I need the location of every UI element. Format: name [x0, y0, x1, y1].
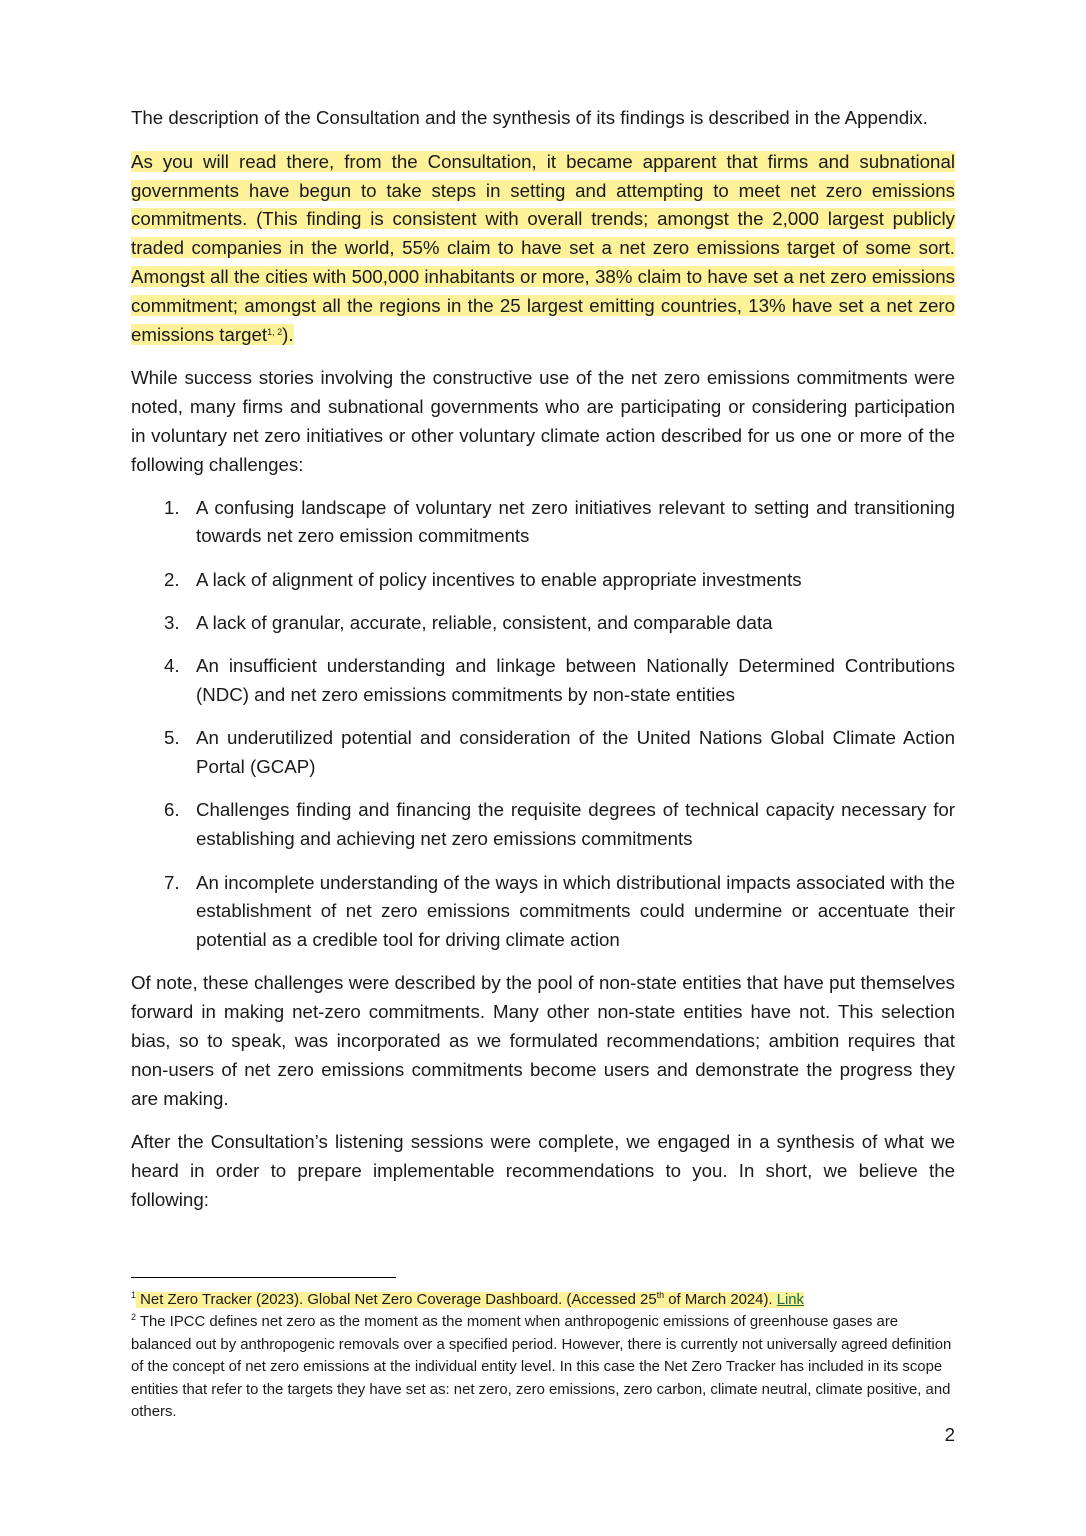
list-item-number: 6.: [164, 799, 180, 821]
footnote-ref-1[interactable]: 1: [267, 326, 273, 337]
footnote-1-ordinal: th: [656, 1290, 665, 1300]
list-item-number: 1.: [164, 496, 180, 518]
footnote-1-text: Net Zero Tracker (2023). Global Net Zero Coverage Dashboard. (Accessed 25: [136, 1292, 657, 1308]
page-number: 2: [944, 1424, 955, 1445]
list-item-text: A lack of granular, accurate, reliable, consistent, and comparable data: [196, 611, 773, 633]
footnote-1-text-after: of March 2024).: [664, 1292, 777, 1308]
list-item: [131, 652, 955, 710]
footnote-1-mark: 1: [131, 1290, 137, 1300]
footnote-ref-2[interactable]: 2: [277, 326, 283, 337]
list-item-text: An incomplete understanding of the ways in which distributional impacts associated with the establishment of net zero emissions commitments could undermine or accentuate their potential as a credible tool for driving climate action: [196, 871, 955, 951]
list-item-number: 3.: [164, 611, 180, 633]
footnote-1: [131, 1289, 955, 1311]
list-item: [131, 494, 955, 552]
list-item: [131, 796, 955, 854]
list-item-text: An underutilized potential and consideration of the United Nations Global Climate Action Portal (GCAP): [196, 727, 955, 778]
list-item-number: 4.: [164, 655, 180, 677]
footnote-divider: [131, 1277, 396, 1278]
findings-text: As you will read there, from the Consultation, it became apparent that firms and subnational governments have begun to take steps in setting and attempting to meet net zero emissions commitments. (This finding is consistent with overall trends; amongst the 2,000 largest publicly traded companies in the world, 55% claim to have set a net zero emissions target of some sort. Amongst all the cities with 500,000 inhabitants or more, 38% claim to have set a net zero emissions commitment; amongst all the regions in the 25 largest emitting countries, 13% have set a net zero emissions target: [131, 150, 955, 345]
footnote-1-highlight: [136, 1292, 804, 1308]
findings-tail: ).: [282, 323, 294, 345]
highlighted-findings-paragraph: [131, 148, 955, 350]
list-item-text: A lack of alignment of policy incentives to enable appropriate investments: [196, 568, 802, 590]
footnote-2-mark: 2: [131, 1312, 137, 1323]
list-item-text: A confusing landscape of voluntary net zero initiatives relevant to setting and transitioning towards net zero emission commitments: [196, 496, 955, 547]
challenges-intro-paragraph: While success stories involving the constructive use of the net zero emissions commitments were noted, many firms and subnational governments who are participating or considering participation in voluntary net zero initiatives or other voluntary climate action described for us one or more of the following challenges:: [131, 367, 955, 475]
challenges-list: [131, 494, 955, 955]
list-item: [131, 724, 955, 782]
footnote-2: [131, 1311, 955, 1423]
footnotes: [131, 1289, 955, 1423]
list-item-number: 5.: [164, 727, 180, 749]
list-item-text: Challenges finding and financing the requisite degrees of technical capacity necessary for establishing and achieving net zero emissions commitments: [196, 799, 955, 850]
footnote-2-text: The IPCC defines net zero as the moment as the moment when anthropogenic emissions of greenhouse gases are balanced out by anthropogenic removals over a specified period. However, there is currently not universally agreed definition of the concept of net zero emissions at the individual entity level. In this case the Net Zero Tracker has included in its scope entities that refer to the targets they have set as: net zero, zero emissions, zero carbon, climate neutral, climate positive, and others.: [131, 1314, 952, 1421]
list-item-number: 2.: [164, 568, 180, 590]
selection-bias-paragraph: Of note, these challenges were described by the pool of non-state entities that have put themselves forward in making net-zero commitments. Many other non-state entities have not. This selection bias, so to speak, was incorporated as we formulated recommendations; ambition requires that non-users of net zero emissions commitments become users and demonstrate the progress they are making.: [131, 972, 955, 1109]
list-item: [131, 609, 955, 638]
highlighted-text: [131, 151, 955, 345]
list-item-text: An insufficient understanding and linkage between Nationally Determined Contributions (NDC) and net zero emissions commitments by non-state entities: [196, 655, 955, 706]
list-item: [131, 869, 955, 955]
list-item-number: 7.: [164, 871, 180, 893]
footnote-1-link[interactable]: Link: [776, 1292, 805, 1308]
synthesis-paragraph: After the Consultation’s listening sessions were complete, we engaged in a synthesis of what we heard in order to prepare implementable recommendations to you. In short, we believe the following:: [131, 1131, 955, 1210]
document-body: [131, 104, 955, 1215]
list-item: [131, 566, 955, 595]
footnote-ref-separator: ,: [272, 326, 278, 337]
intro-paragraph: The description of the Consultation and the synthesis of its findings is described in the Appendix.: [131, 107, 928, 128]
